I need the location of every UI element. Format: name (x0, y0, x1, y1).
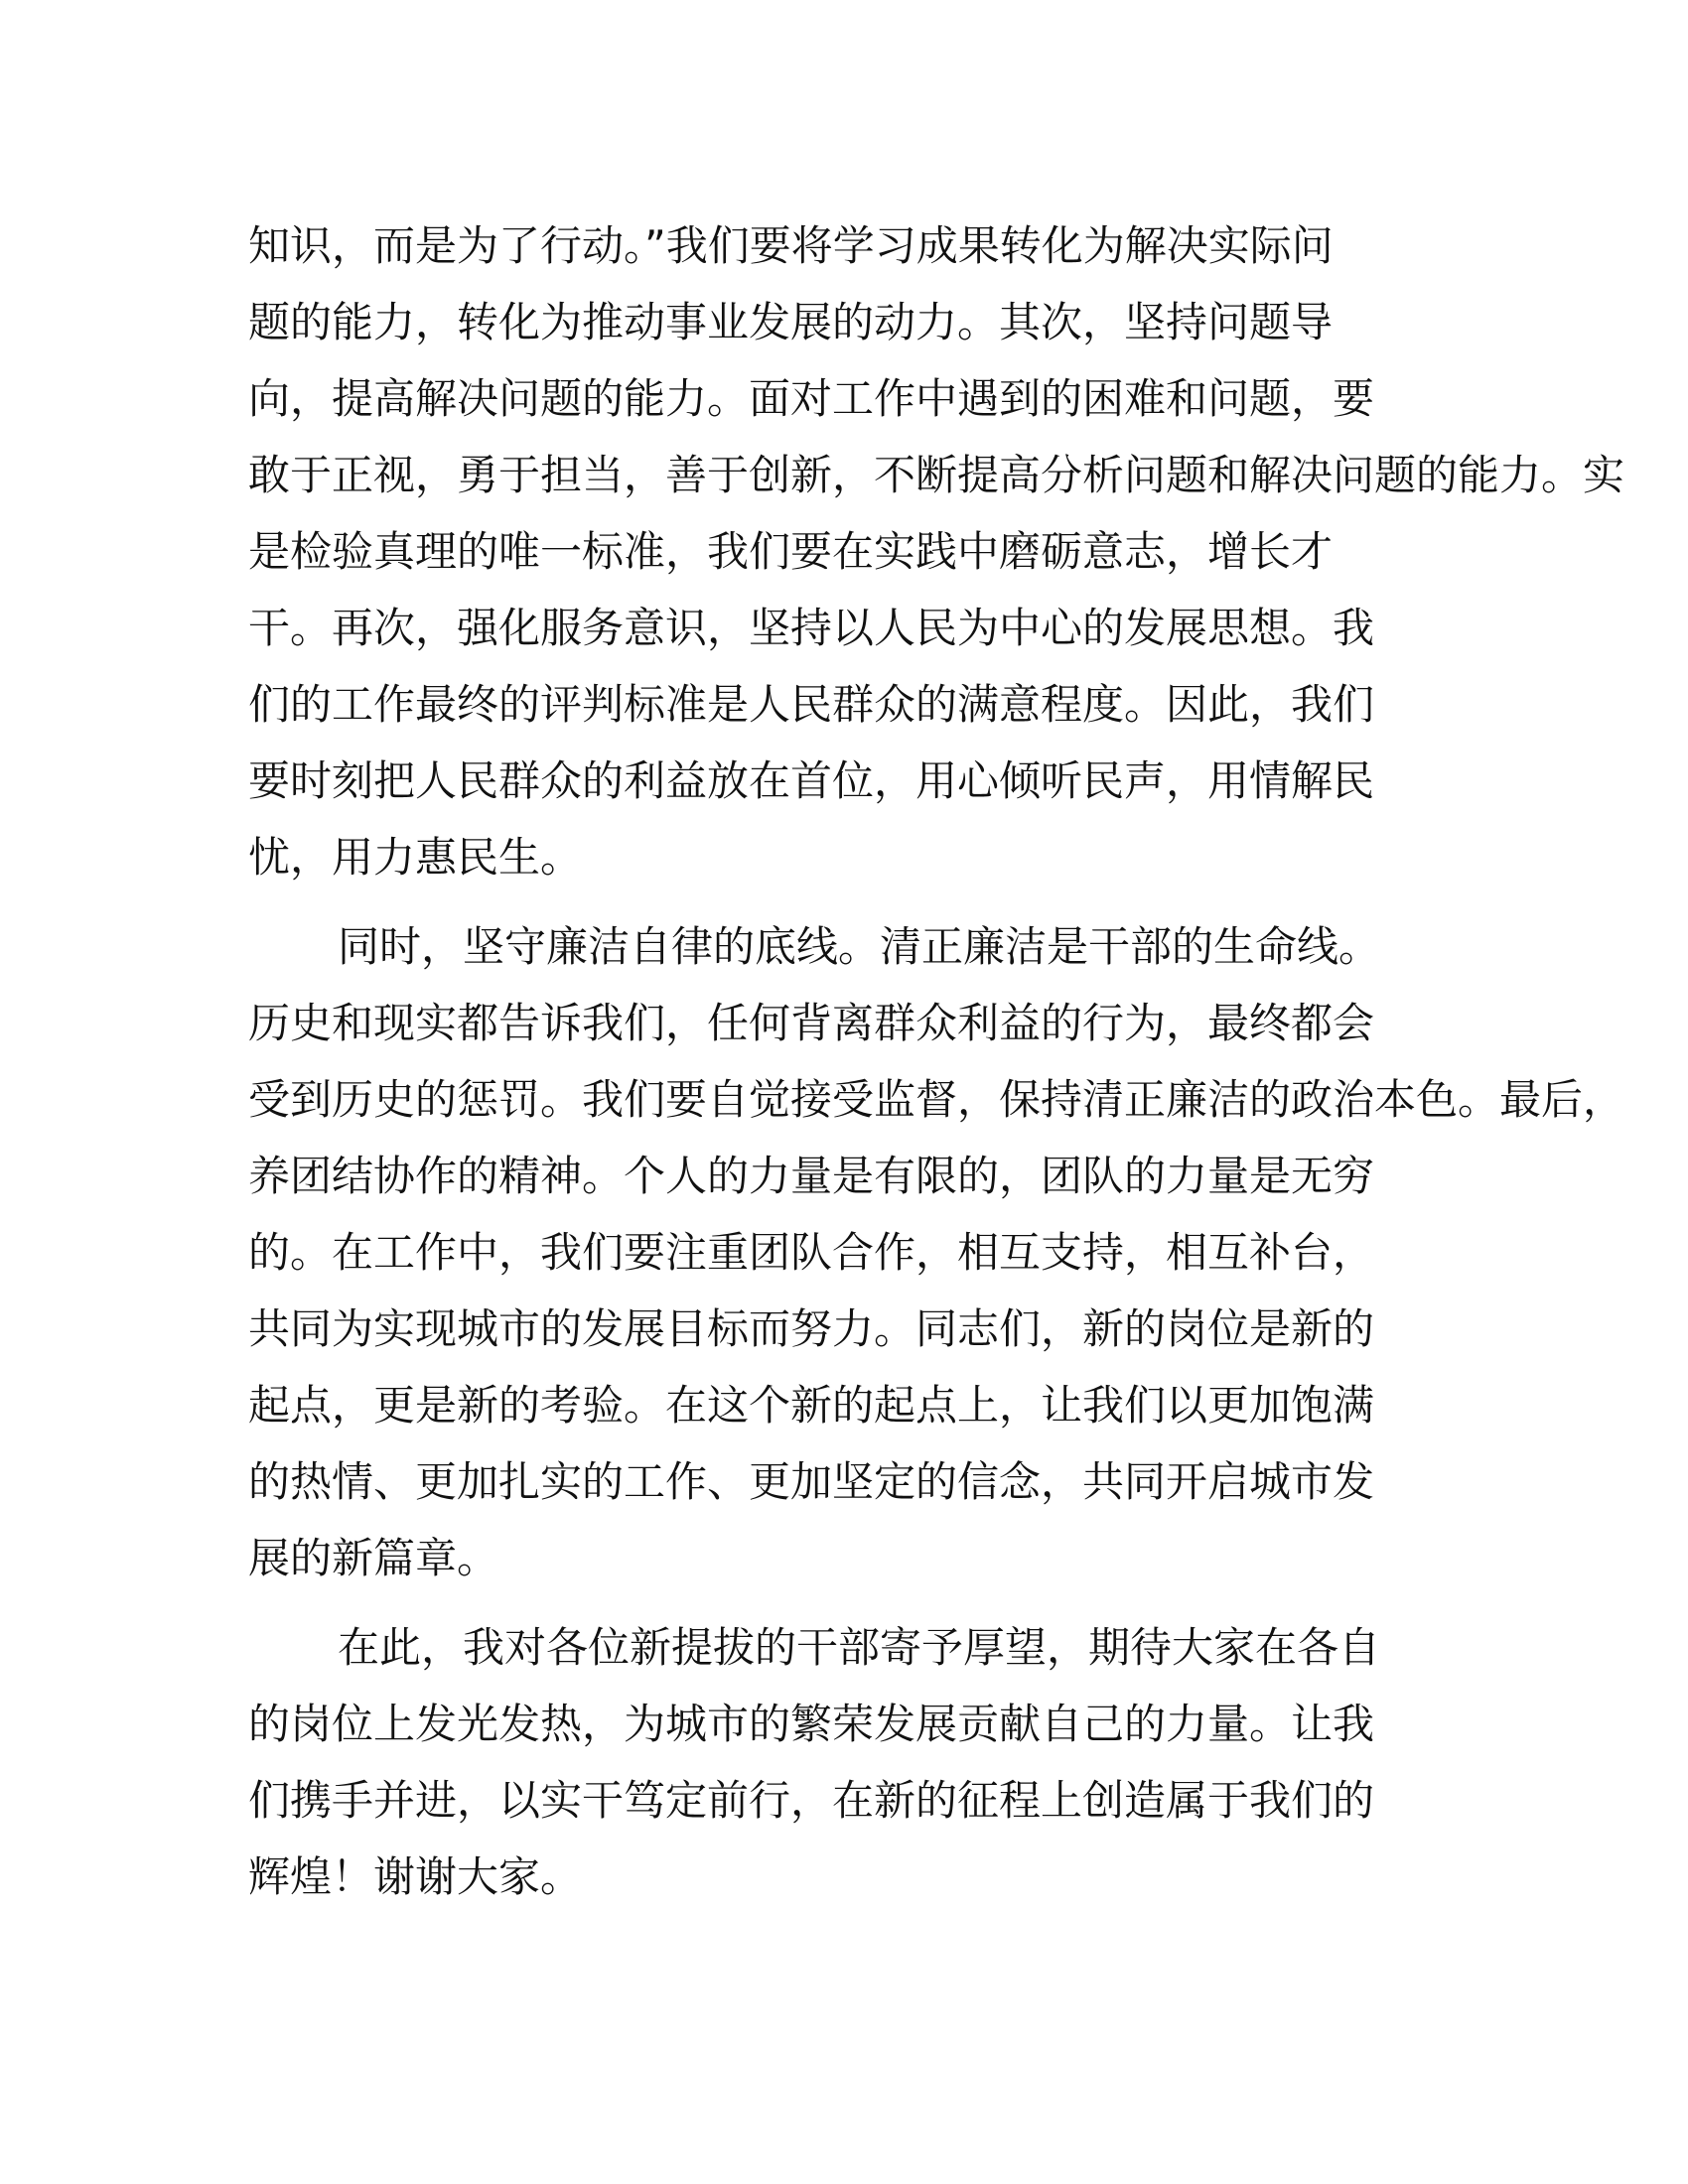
paragraph-line: 们携手并进，以实干笃定前行，在新的征程上创造属于我们的 (248, 1776, 1375, 1825)
paragraph-line: 共同为实现城市的发展目标而努力。同志们，新的岗位是新的 (248, 1304, 1375, 1353)
paragraph-line: 辉煌！谢谢大家。 (248, 1852, 583, 1901)
paragraph-line: 同时，坚守廉洁自律的底线。清正廉洁是干部的生命线。 (338, 922, 1381, 971)
paragraph-line: 养团结协作的精神。个人的力量是有限的，团队的力量是无穷 (248, 1152, 1375, 1200)
paragraph-line: 要时刻把人民群众的利益放在首位，用心倾听民声，用情解民 (248, 756, 1375, 805)
paragraph-line: 的岗位上发光发热，为城市的繁荣发展贡献自己的力量。让我 (248, 1700, 1375, 1748)
paragraph-line: 历史和现实都告诉我们，任何背离群众利益的行为，最终都会 (248, 999, 1375, 1047)
paragraph-line: 知识，而是为了行动。”我们要将学习成果转化为解决实际问 (248, 221, 1334, 270)
paragraph-line: 在此，我对各位新提拔的干部寄予厚望，期待大家在各自 (338, 1623, 1381, 1672)
paragraph-line: 敢于正视，勇于担当，善于创新，不断提高分析问题和解决问题的能力。实 (248, 451, 1625, 499)
paragraph-line: 展的新篇章。 (248, 1534, 499, 1582)
paragraph-line: 干。再次，强化服务意识，坚持以人民为中心的发展思想。我 (248, 604, 1375, 652)
paragraph-line: 是检验真理的唯一标准，我们要在实践中磨砺意志，增长才 (248, 527, 1334, 576)
paragraph-line: 起点，更是新的考验。在这个新的起点上，让我们以更加饱满 (248, 1381, 1375, 1430)
paragraph-line: 的热情、更加扎实的工作、更加坚定的信念，共同开启城市发 (248, 1457, 1375, 1506)
paragraph-line: 受到历史的惩罚。我们要自觉接受监督，保持清正廉洁的政治本色。最后， (248, 1075, 1625, 1124)
paragraph-line: 向，提高解决问题的能力。面对工作中遇到的困难和问题，要 (248, 374, 1375, 423)
paragraph-line: 忧，用力惠民生。 (248, 833, 583, 882)
paragraph-line: 的。在工作中，我们要注重团队合作，相互支持，相互补台， (248, 1228, 1375, 1277)
paragraph-line: 题的能力，转化为推动事业发展的动力。其次，坚持问题导 (248, 298, 1334, 346)
paragraph-line: 们的工作最终的评判标准是人民群众的满意程度。因此，我们 (248, 680, 1375, 729)
